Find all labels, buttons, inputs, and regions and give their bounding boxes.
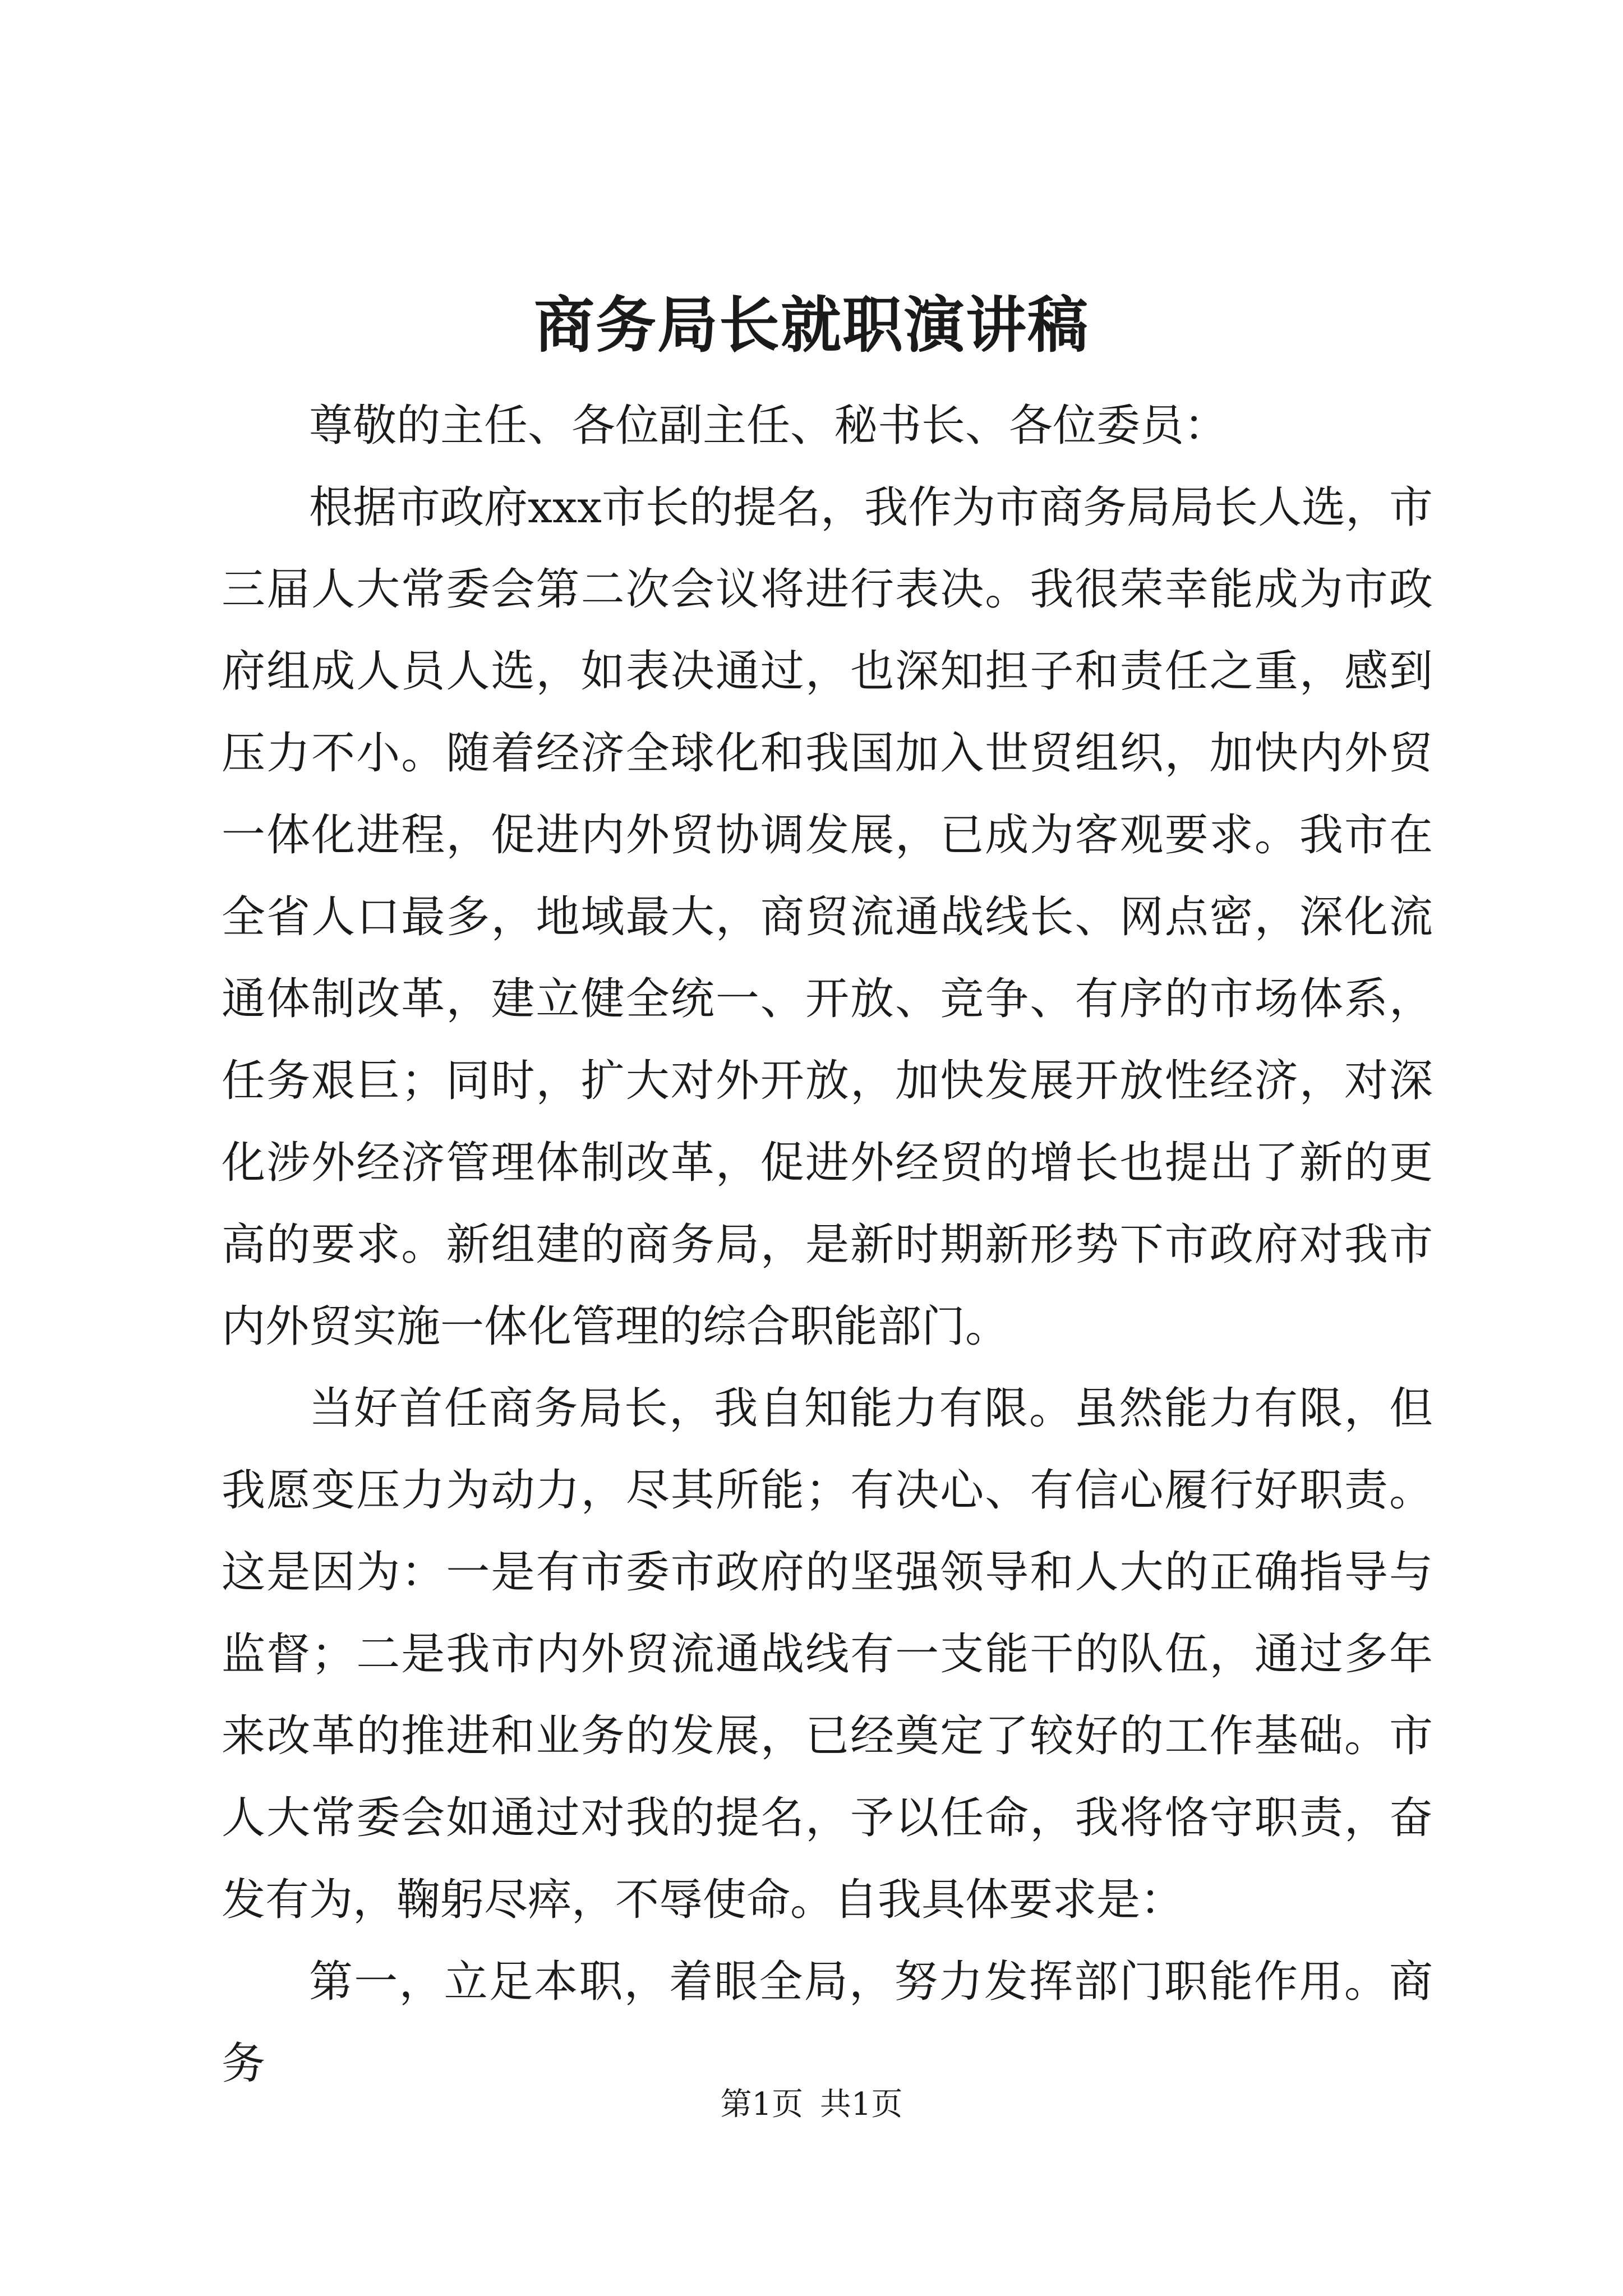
body-paragraph: 当好首任商务局长，我自知能力有限。虽然能力有限，但我愿变压力为动力，尽其所能；有决心、有信心履行好职责。这是因为：一是有市委市政府的坚强领导和人大的正确指导与监督；二是我市内外贸流通战线有一支能干的队伍，通过多年来改革的推进和业务的发展，已经奠定了较好的工作基础。市人大常委会如通过对我的提名，予以任命，我将恪守职责，奋发有为，鞠躬尽瘁，不辱使命。自我具体要求是： — [222, 1383, 1433, 1925]
document-body — [222, 385, 1433, 2105]
page-number: 第1页 — [720, 2086, 804, 2123]
body-paragraph: 根据市政府xxx市长的提名，我作为市商务局局长人选，市三届人大常委会第二次会议将进行表决。我很荣幸能成为市政府组成人员人选，如表决通过，也深知担子和责任之重，感到压力不小。随着经济全球化和我国加入世贸组织，加快内外贸一体化进程，促进内外贸协调发展，已成为客观要求。我市在全省人口最多，地域最大，商贸流通战线长、网点密，深化流通体制改革，建立健全统一、开放、竞争、有序的市场体系，任务艰巨；同时，扩大对外开放，加快发展开放性经济，对深化涉外经济管理体制改革，促进外经贸的增长也提出了新的更高的要求。新组建的商务局，是新时期新形势下市政府对我市内外贸实施一体化管理的综合职能部门。 — [222, 482, 1433, 1352]
page-footer — [0, 2082, 1623, 2127]
page-total: 共1页 — [819, 2086, 903, 2123]
salutation-paragraph: 尊敬的主任、各位副主任、秘书长、各位委员： — [309, 401, 1228, 451]
document-title: 商务局长就职演讲稿 — [533, 290, 1089, 361]
body-paragraph: 第一，立足本职，着眼全局，努力发挥部门职能作用。商务 — [222, 1957, 1433, 2089]
